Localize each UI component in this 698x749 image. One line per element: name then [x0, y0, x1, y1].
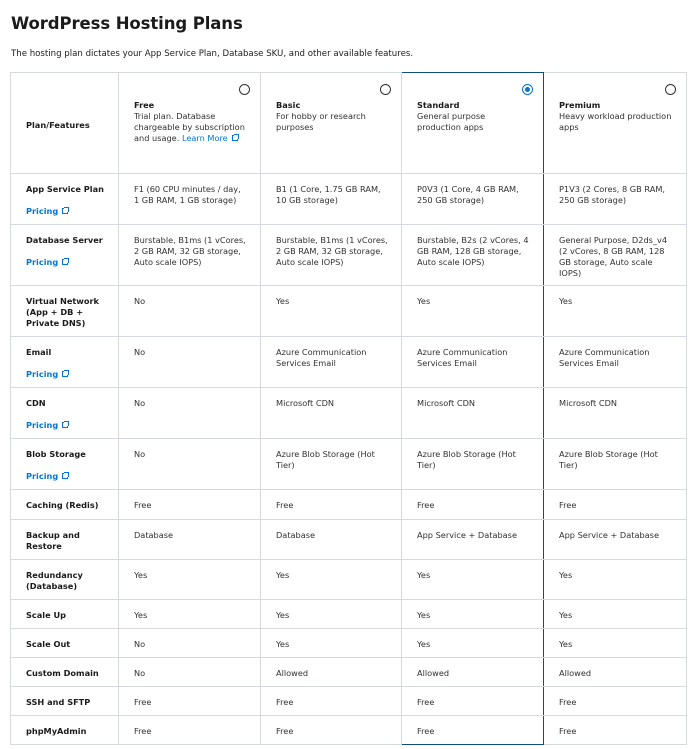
- plan-value-cell: No: [119, 286, 261, 337]
- plan-value-cell: Yes: [402, 629, 544, 658]
- plan-value-cell: Free: [544, 490, 687, 520]
- learn-more-link[interactable]: [182, 133, 238, 143]
- feature-label: Scale Out: [26, 639, 71, 649]
- pricing-link[interactable]: [26, 206, 68, 217]
- plan-value-cell: Allowed: [402, 658, 544, 687]
- table-row: [11, 560, 687, 600]
- plan-value-cell: B1 (1 Core, 1.75 GB RAM, 10 GB storage): [261, 174, 402, 225]
- plan-value-cell: Free: [261, 490, 402, 520]
- plan-value-cell: Burstable, B1ms (1 vCores, 2 GB RAM, 32 GB storage, Auto scale IOPS): [119, 225, 261, 286]
- pricing-label: Pricing: [26, 206, 59, 216]
- feature-cell: [11, 560, 119, 600]
- plan-value-cell: Yes: [119, 600, 261, 629]
- plan-name: Standard: [417, 100, 460, 110]
- external-link-icon: [62, 208, 68, 214]
- plan-option-standard[interactable]: [402, 73, 544, 174]
- external-link-icon: [62, 259, 68, 265]
- plan-value-cell: Yes: [261, 629, 402, 658]
- plan-value-cell: Free: [119, 687, 261, 716]
- table-row: [11, 687, 687, 716]
- plan-value-cell: Azure Communication Services Email: [402, 337, 544, 388]
- table-row: [11, 490, 687, 520]
- table-row: [11, 658, 687, 687]
- table-row: [11, 600, 687, 629]
- pricing-label: Pricing: [26, 471, 59, 481]
- feature-cell: [11, 388, 119, 439]
- plan-option-basic[interactable]: [261, 73, 402, 174]
- feature-cell: [11, 490, 119, 520]
- plan-description: General purpose production apps: [417, 111, 486, 132]
- plan-value-cell: Azure Blob Storage (Hot Tier): [544, 439, 687, 490]
- table-row: [11, 520, 687, 560]
- pricing-label: Pricing: [26, 257, 59, 267]
- plan-value-cell: Free: [402, 687, 544, 716]
- feature-label: Email: [26, 347, 52, 357]
- feature-label: Backup and Restore: [26, 530, 80, 551]
- feature-label: Virtual Network (App + DB + Private DNS): [26, 296, 99, 328]
- plan-value-cell: Azure Communication Services Email: [261, 337, 402, 388]
- plan-value-cell: Azure Blob Storage (Hot Tier): [261, 439, 402, 490]
- feature-cell: [11, 439, 119, 490]
- plan-value-cell: Yes: [261, 600, 402, 629]
- plan-value-cell: No: [119, 337, 261, 388]
- plan-header-row: [11, 73, 687, 174]
- feature-cell: [11, 174, 119, 225]
- feature-label: CDN: [26, 398, 46, 408]
- plan-name: Premium: [559, 100, 601, 110]
- external-link-icon: [232, 135, 238, 141]
- plan-value-cell: Burstable, B2s (2 vCores, 4 GB RAM, 128 GB storage, Auto scale IOPS): [402, 225, 544, 286]
- pricing-link[interactable]: [26, 369, 68, 380]
- plan-value-cell: Microsoft CDN: [261, 388, 402, 439]
- plan-value-cell: Allowed: [261, 658, 402, 687]
- plan-radio-free[interactable]: [239, 84, 250, 95]
- feature-label: phpMyAdmin: [26, 726, 87, 736]
- plan-value-cell: Yes: [402, 600, 544, 629]
- plan-value-cell: Yes: [544, 600, 687, 629]
- pricing-link[interactable]: [26, 471, 68, 482]
- pricing-link[interactable]: [26, 420, 68, 431]
- plan-value-cell: No: [119, 629, 261, 658]
- plan-option-free[interactable]: [119, 73, 261, 174]
- table-row: [11, 174, 687, 225]
- plan-value-cell: App Service + Database: [402, 520, 544, 560]
- plan-value-cell: Yes: [261, 286, 402, 337]
- hosting-plans-table: [10, 72, 687, 745]
- feature-label: Custom Domain: [26, 668, 99, 678]
- plan-name: Basic: [276, 100, 301, 110]
- plan-radio-standard[interactable]: [522, 84, 533, 95]
- feature-label: Blob Storage: [26, 449, 86, 459]
- feature-cell: [11, 600, 119, 629]
- page-subtitle: The hosting plan dictates your App Service Plan, Database SKU, and other available features.: [11, 49, 414, 59]
- plan-value-cell: Yes: [544, 286, 687, 337]
- table-row: [11, 439, 687, 490]
- pricing-label: Pricing: [26, 369, 59, 379]
- feature-cell: [11, 687, 119, 716]
- plan-radio-basic[interactable]: [380, 84, 391, 95]
- table-row: [11, 286, 687, 337]
- plan-value-cell: Microsoft CDN: [544, 388, 687, 439]
- plan-value-cell: Yes: [544, 560, 687, 600]
- plan-value-cell: Free: [119, 716, 261, 745]
- table-row: [11, 716, 687, 745]
- plan-value-cell: Yes: [119, 560, 261, 600]
- plan-value-cell: Database: [119, 520, 261, 560]
- feature-label: Database Server: [26, 235, 103, 245]
- table-row: [11, 629, 687, 658]
- plan-value-cell: F1 (60 CPU minutes / day, 1 GB RAM, 1 GB storage): [119, 174, 261, 225]
- plan-value-cell: Yes: [402, 286, 544, 337]
- plan-value-cell: No: [119, 388, 261, 439]
- plan-value-cell: Free: [261, 687, 402, 716]
- plan-value-cell: Free: [544, 716, 687, 745]
- feature-cell: [11, 716, 119, 745]
- plan-name: Free: [134, 100, 155, 110]
- plan-value-cell: No: [119, 658, 261, 687]
- plan-description: Trial plan. Database chargeable by subscription and usage.: [134, 111, 245, 143]
- feature-cell: [11, 286, 119, 337]
- plan-value-cell: Azure Communication Services Email: [544, 337, 687, 388]
- feature-cell: [11, 337, 119, 388]
- feature-label: SSH and SFTP: [26, 697, 91, 707]
- plan-value-cell: P0V3 (1 Core, 4 GB RAM, 250 GB storage): [402, 174, 544, 225]
- plan-description: Heavy workload production apps: [559, 111, 672, 132]
- learn-more-label: Learn More: [181, 133, 228, 143]
- plan-option-premium[interactable]: [544, 73, 687, 174]
- plan-value-cell: Allowed: [544, 658, 687, 687]
- plan-value-cell: Free: [261, 716, 402, 745]
- feature-label: Scale Up: [26, 610, 66, 620]
- external-link-icon: [62, 473, 68, 479]
- feature-label: App Service Plan: [26, 184, 104, 194]
- plan-features-header: Plan/Features: [11, 73, 119, 174]
- plan-description: For hobby or research purposes: [276, 111, 366, 132]
- plan-value-cell: Microsoft CDN: [402, 388, 544, 439]
- plan-value-cell: Free: [402, 716, 544, 745]
- external-link-icon: [62, 422, 68, 428]
- plan-value-cell: Yes: [544, 629, 687, 658]
- page-title: WordPress Hosting Plans: [11, 14, 243, 33]
- feature-cell: [11, 520, 119, 560]
- plan-value-cell: Database: [261, 520, 402, 560]
- plan-value-cell: Free: [544, 687, 687, 716]
- feature-label: Redundancy (Database): [26, 570, 83, 591]
- feature-label: Caching (Redis): [26, 500, 99, 510]
- plan-value-cell: No: [119, 439, 261, 490]
- plan-radio-premium[interactable]: [665, 84, 676, 95]
- feature-cell: [11, 658, 119, 687]
- plan-value-cell: App Service + Database: [544, 520, 687, 560]
- feature-cell: [11, 629, 119, 658]
- table-row: [11, 337, 687, 388]
- table-row: [11, 225, 687, 286]
- table-row: [11, 388, 687, 439]
- plan-value-cell: General Purpose, D2ds_v4 (2 vCores, 8 GB RAM, 128 GB storage, Auto scale IOPS): [544, 225, 687, 286]
- plan-value-cell: P1V3 (2 Cores, 8 GB RAM, 250 GB storage): [544, 174, 687, 225]
- pricing-link[interactable]: [26, 257, 68, 268]
- plan-value-cell: Free: [402, 490, 544, 520]
- feature-cell: [11, 225, 119, 286]
- plan-value-cell: Yes: [261, 560, 402, 600]
- pricing-label: Pricing: [26, 420, 59, 430]
- plan-value-cell: Burstable, B1ms (1 vCores, 2 GB RAM, 32 GB storage, Auto scale IOPS): [261, 225, 402, 286]
- plan-value-cell: Free: [119, 490, 261, 520]
- external-link-icon: [62, 371, 68, 377]
- plan-value-cell: Yes: [402, 560, 544, 600]
- plan-value-cell: Azure Blob Storage (Hot Tier): [402, 439, 544, 490]
